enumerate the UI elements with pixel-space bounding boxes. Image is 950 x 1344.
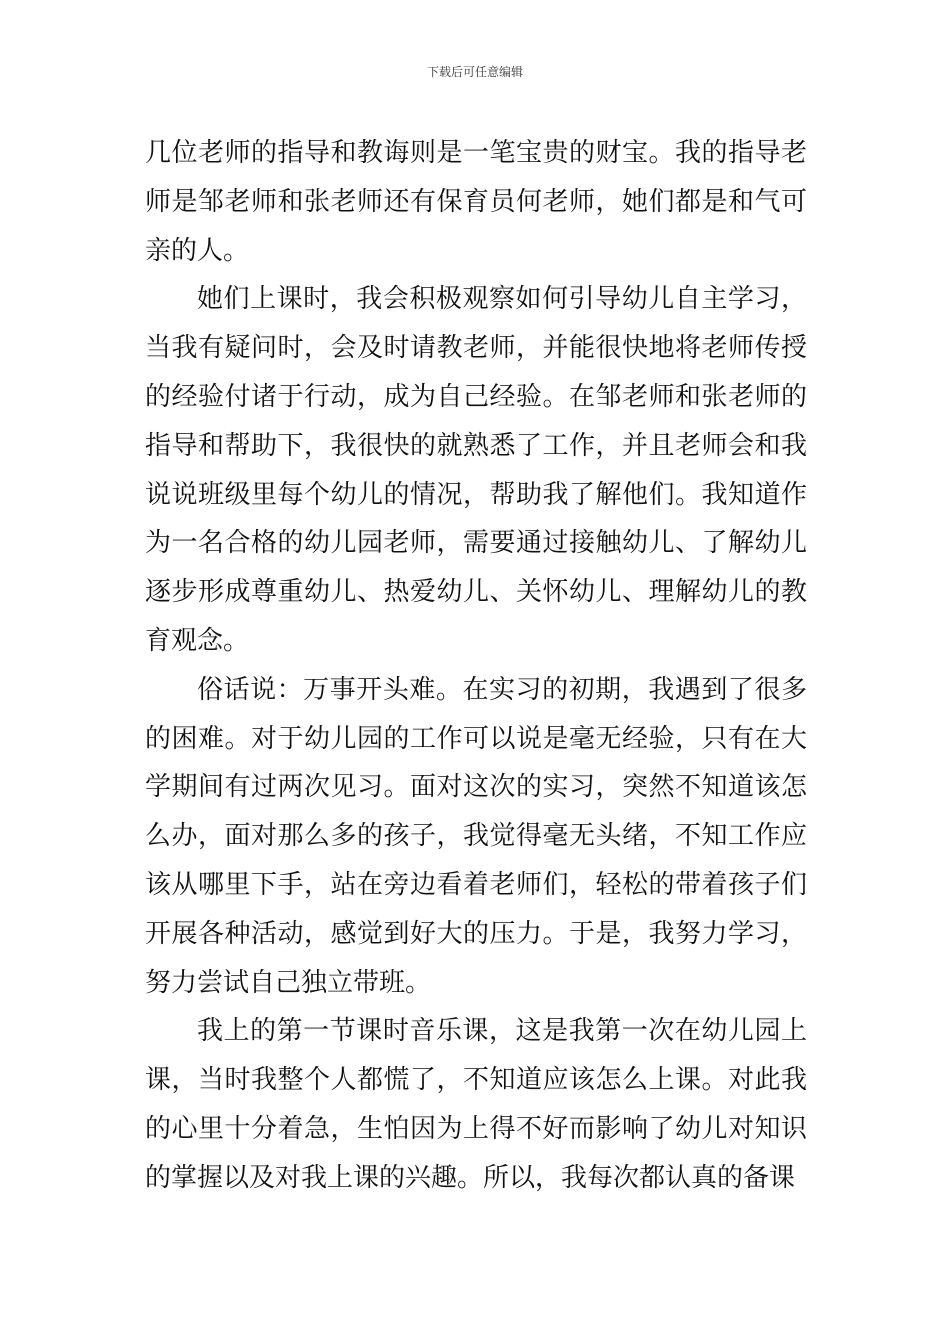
- page-header-note: 下载后可任意编辑: [426, 65, 523, 79]
- paragraph-3: 俗话说：万事开头难。在实习的初期，我遇到了很多的困难。对于幼儿园的工作可以说是毫无经验，只有在大学期间有过两次见习。面对这次的实习，突然不知道该怎么办，面对那么多的孩子，我觉得毫无头绪，不知工作应该从哪里下手，站在旁边看着老师们，轻松的带着孩子们开展各种活动，感觉到好大的压力。于是，我努力学习，努力尝试自己独立带班。: [145, 674, 807, 998]
- paragraph-2: 她们上课时，我会积极观察如何引导幼儿自主学习，当我有疑问时，会及时请教老师，并能很快地将老师传授的经验付诸于行动，成为自己经验。在邹老师和张老师的指导和帮助下，我很快的就熟悉了工作，并且老师会和我说说班级里每个幼儿的情况，帮助我了解他们。我知道作为一名合格的幼儿园老师，需要通过接触幼儿、了解幼儿逐步形成尊重幼儿、热爱幼儿、关怀幼儿、理解幼儿的教育观念。: [145, 284, 807, 656]
- document-body: [145, 129, 807, 1203]
- paragraph-4: 我上的第一节课时音乐课，这是我第一次在幼儿园上课，当时我整个人都慌了，不知道应该怎么上课。对此我的心里十分着急，生怕因为上得不好而影响了幼儿对知识的掌握以及对我上课的兴趣。所以，我每次都认真的备课: [145, 1016, 807, 1193]
- paragraph-1: 几位老师的指导和教诲则是一笔宝贵的财宝。我的指导老师是邹老师和张老师还有保育员何老师，她们都是和气可亲的人。: [145, 138, 807, 266]
